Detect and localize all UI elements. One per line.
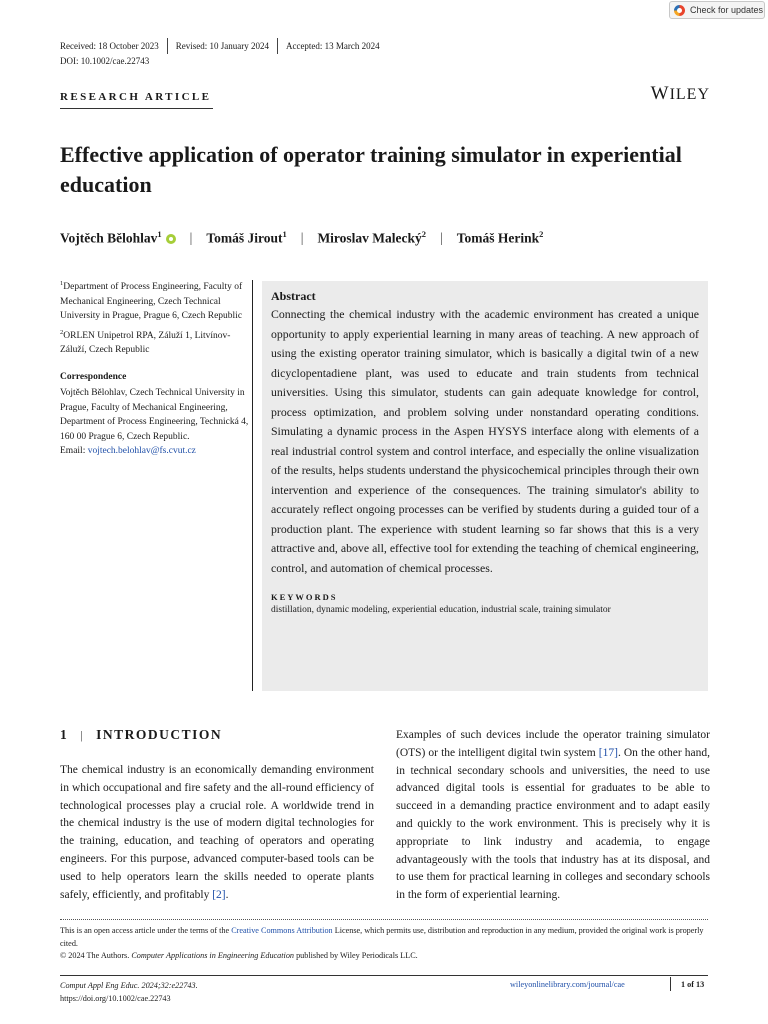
- body-column-left: [60, 762, 374, 904]
- doi-link[interactable]: https://doi.org/10.1002/cae.22743: [60, 993, 171, 1003]
- crossmark-icon: [674, 5, 685, 16]
- correspondence-text: Vojtěch Bělohlav, Czech Technical University in Prague, Faculty of Mechanical Engineering, Department of Process Engineering, Technická 4, 160 00 Prague 6, Czech Republic. Email: vojtech.belohlav@fs.cvut.cz: [60, 388, 249, 457]
- date-divider: [167, 38, 168, 54]
- doi-header: DOI: 10.1002/cae.22743: [60, 56, 150, 66]
- license-notice: [60, 925, 710, 963]
- body-column-right: [396, 727, 710, 905]
- citation-link[interactable]: [2]: [212, 888, 226, 901]
- keywords-heading: KEYWORDS: [271, 592, 338, 602]
- intro-paragraph-continued: Examples of such devices include the operator training simulator (OTS) or the intelligent digital twin system [17]. On the other hand, in technical secondary schools and universities, the need to use advanced digital tools is essential for graduates to be able to succeed in a demanding practice environment and to adapt easily and quickly to the work environment. This is precisely why it is appropriate to link industry and academia, to engage advantageously with the tools that industry has at its disposal, and to use them for practical learning in colleges and secondary schools in the form of experiential learning.: [396, 729, 710, 902]
- author-name[interactable]: Tomáš Herink$^2$: [456, 229, 544, 246]
- abstract-box: [262, 281, 708, 691]
- page-number: 1 of 13: [681, 980, 705, 989]
- article-type-rule: [60, 108, 213, 109]
- abstract-text: Connecting the chemical industry with the academic environment has created a unique opportunity to apply experiential learning in many areas of teaching. A new approach of using the existing operator training simulator, which is basically a digital twin of a new dicyclopentadiene plant, was used to educate and train students from technical universities. Using this simulator, students can gain adequate knowledge for control, process optimization, and problem solving under nonstandard operating conditions. Simulating a dynamic process in the Aspen HYSYS interface along with elements of a real industrial control system and control interface, and especially the online visualization of the results, helps students understand the physicochemical principles through their own intervention and experience of the consequences. The training simulator's ability to accurately reflect ongoing processes can be verified by students during a guided tour of a production plant. The experience with student learning so far shows that this is a very attractive and, above all, effective tool for extending the teaching of chemical engineering, control, and automation of chemical processes.: [271, 307, 699, 575]
- journal-url-link[interactable]: wileyonlinelibrary.com/journal/cae: [510, 980, 625, 989]
- abstract-heading: Abstract: [271, 289, 316, 303]
- footer-citation: [60, 980, 198, 1005]
- author-name[interactable]: Miroslav Malecký$^2$: [317, 229, 427, 246]
- license-text: This is an open access article under the terms of the Creative Commons Attribution License, which permits use, distribution and reproduction in any medium, provided the original work is properly cited.: [60, 926, 704, 948]
- keywords-text: distillation, dynamic modeling, experiential education, industrial scale, training simulator: [271, 605, 611, 615]
- footer-rule: [60, 975, 708, 976]
- date-divider: [277, 38, 278, 54]
- section-title: INTRODUCTION: [96, 727, 223, 742]
- received-date: Received: 18 October 2023: [60, 41, 159, 51]
- creative-commons-link[interactable]: Creative Commons Attribution: [231, 926, 333, 935]
- check-for-updates-label: Check for updates: [690, 5, 764, 15]
- intro-paragraph: The chemical industry is an economically demanding environment in which occupational and fire safety and the all-round efficiency of technological processes play a crucial role. A worldwide trend in the chemical industry is the use of modern digital technologies for the training, education, and teaching of operators and operating engineers. For this purpose, advanced computer-based tools can be used to help operators learn the skills needed to operate plants safely, efficiently, and profitably [2].: [60, 764, 374, 901]
- article-title: Effective application of operator training simulator in experiential education: [60, 142, 682, 197]
- license-divider: [60, 919, 708, 920]
- correspondence-heading: Correspondence: [60, 371, 127, 382]
- article-type-label: RESEARCH ARTICLE: [60, 91, 212, 103]
- citation-link[interactable]: [17]: [598, 746, 618, 759]
- publisher-logo: WILEY: [650, 83, 710, 104]
- affiliation-2: $^2$ORLEN Unipetrol RPA, Záluží 1, Litvínov-Záluží, Czech Republic: [60, 328, 231, 356]
- email-link[interactable]: vojtech.belohlav@fs.cvut.cz: [87, 446, 196, 457]
- article-dates: [60, 39, 380, 53]
- section-heading: 1 | INTRODUCTION: [60, 727, 223, 742]
- journal-citation: Comput Appl Eng Educ. 2024;32:e22743.: [60, 981, 198, 990]
- author-list: Vojtěch Bělohlav$^1$ | Tomáš Jirout$^1$ | Miroslav Malecký$^2$ | Tomáš Herink$^2$: [60, 229, 544, 246]
- copyright-text: © 2024 The Authors. Computer Applications in Engineering Education published by Wiley Periodicals LLC.: [60, 951, 418, 960]
- author-name[interactable]: Tomáš Jirout$^1$: [206, 229, 287, 246]
- section-number: 1: [60, 727, 69, 742]
- revised-date: Revised: 10 January 2024: [175, 41, 269, 51]
- author-name[interactable]: Vojtěch Bělohlav$^1$: [60, 229, 162, 246]
- affiliation-1: $^1$Department of Process Engineering, Faculty of Mechanical Engineering, Czech Technical University in Prague, Prague 6, Czech Republic: [60, 280, 243, 322]
- check-for-updates-button[interactable]: [669, 1, 765, 19]
- accepted-date: Accepted: 13 March 2024: [285, 41, 380, 51]
- orcid-icon[interactable]: [166, 234, 176, 244]
- footer-divider: [670, 977, 671, 991]
- abstract-divider: [252, 280, 253, 691]
- affiliations-column: [60, 277, 250, 461]
